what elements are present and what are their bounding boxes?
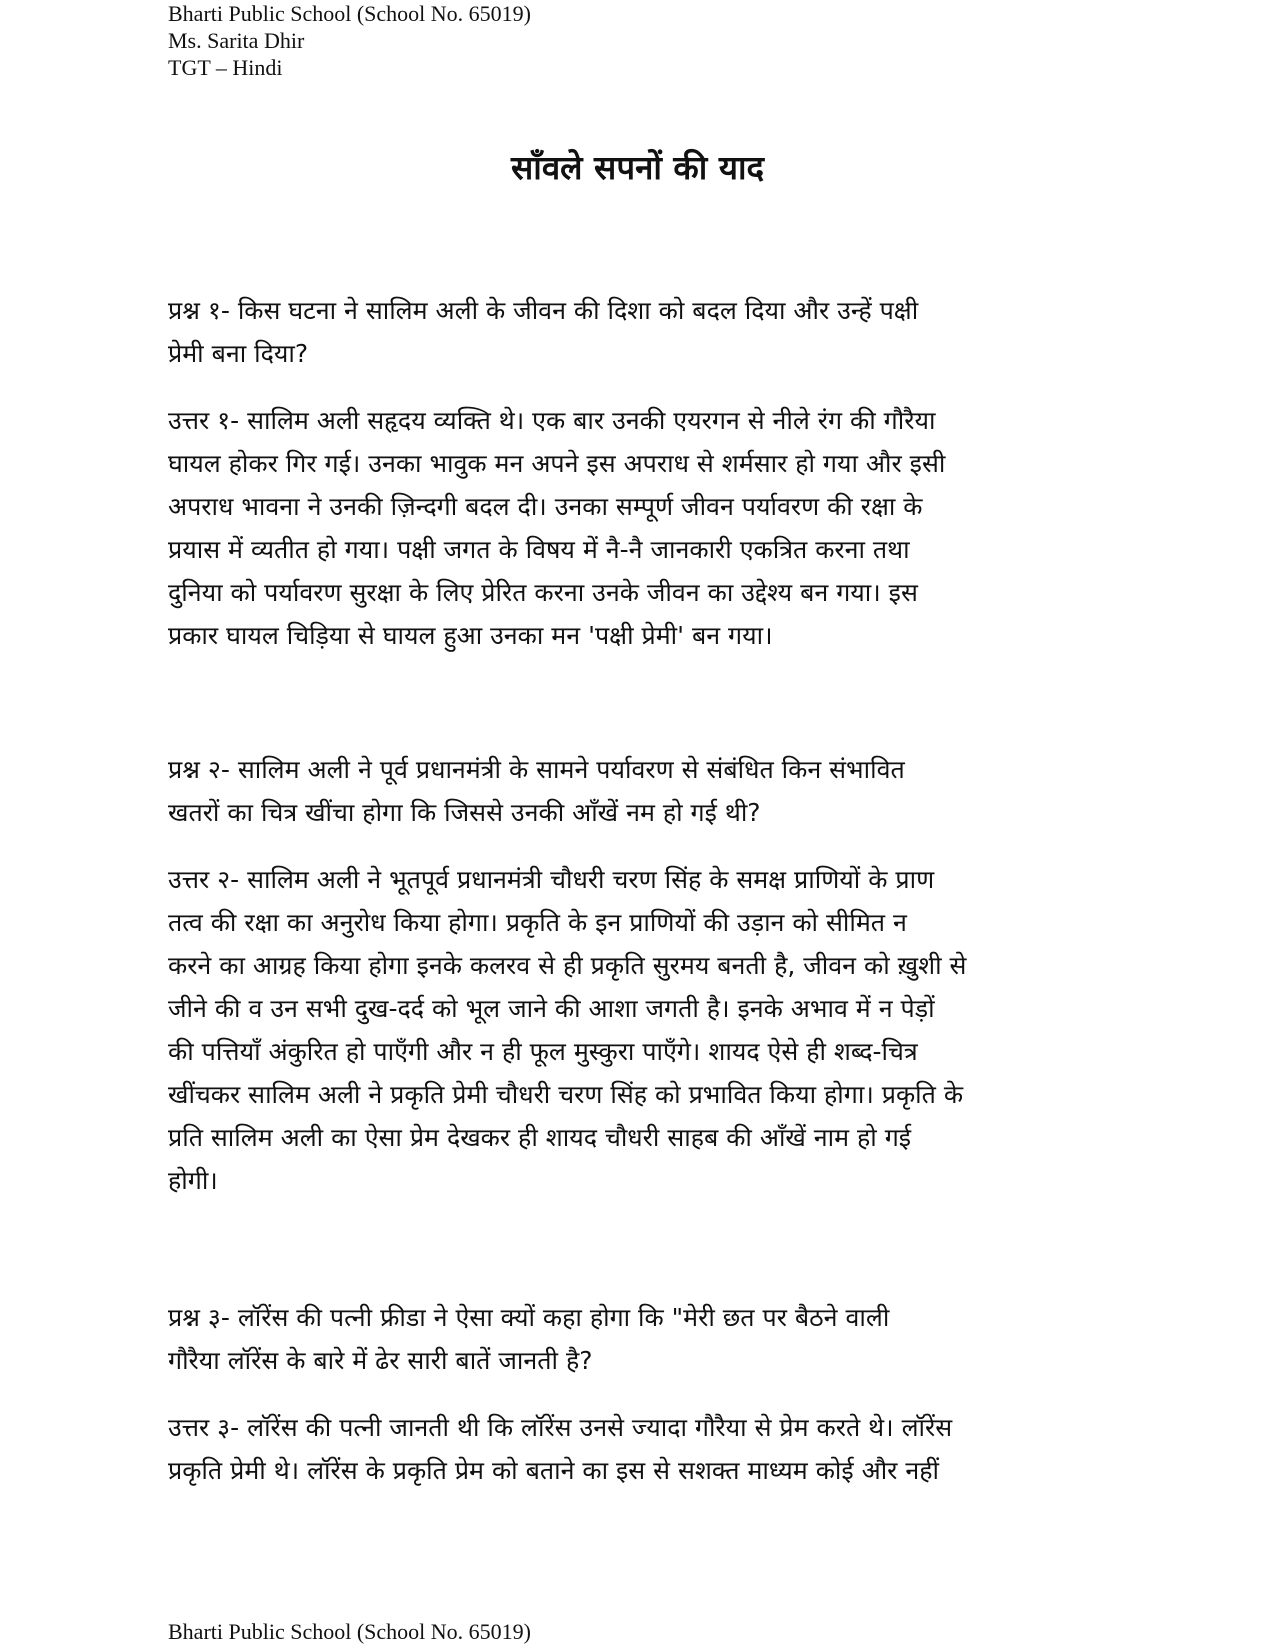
answer-2 [168,858,1113,1202]
question-2-line: प्रश्न २- सालिम अली ने पूर्व प्रधानमंत्री के सामने पर्यावरण से संबंधित किन संभावित [168,755,905,784]
question-3-line: प्रश्न ३- लॉरेंस की पत्नी फ्रीडा ने ऐसा क्यों कहा होगा कि "मेरी छत पर बैठने वाली [168,1303,890,1332]
answer-3-line: प्रकृति प्रेमी थे। लॉरेंस के प्रकृति प्रेम को बताने का इस से सशक्त माध्यम कोई और नहीं [168,1456,939,1485]
question-1 [168,289,1113,375]
teacher-designation: TGT – Hindi [168,55,283,80]
page-footer [168,1618,531,1645]
chapter-title: साँवले सपनों की याद [510,148,765,187]
answer-2-line: करने का आग्रह किया होगा इनके कलरव से ही प्रकृति सुरमय बनती है, जीवन को ख़ुशी से [168,951,967,980]
answer-1-line: प्रयास में व्यतीत हो गया। पक्षी जगत के विषय में नै-नै जानकारी एकत्रित करना तथा [168,535,910,564]
answer-2-line: होगी। [168,1166,218,1195]
answer-1-line: अपराध भावना ने उनकी ज़िन्दगी बदल दी। उनका सम्पूर्ण जीवन पर्यावरण की रक्षा के [168,492,923,521]
answer-1-line: प्रकार घायल चिड़िया से घायल हुआ उनका मन 'पक्षी प्रेमी' बन गया। [168,621,773,650]
page-header [168,0,531,81]
answer-2-line: की पत्तियाँ अंकुरित हो पाएँगी और न ही फूल मुस्कुरा पाएँगे। शायद ऐसे ही शब्द-चित्र [168,1037,918,1066]
answer-3 [168,1406,1113,1492]
answer-2-line: जीने की व उन सभी दुख-दर्द को भूल जाने की आशा जगती है। इनके अभाव में न पेड़ों [168,994,935,1023]
answer-1-line: दुनिया को पर्यावरण सुरक्षा के लिए प्रेरित करना उनके जीवन का उद्देश्य बन गया। इस [168,578,918,607]
question-1-line: प्रेमी बना दिया? [168,339,309,368]
answer-2-line: उत्तर २- सालिम अली ने भूतपूर्व प्रधानमंत्री चौधरी चरण सिंह के समक्ष प्राणियों के प्राण [168,865,935,894]
question-3-line: गौरैया लॉरेंस के बारे में ढेर सारी बातें जानती है? [168,1346,593,1375]
answer-2-line: खींचकर सालिम अली ने प्रकृति प्रेमी चौधरी चरण सिंह को प्रभावित किया होगा। प्रकृति के [168,1080,964,1109]
answer-2-line: तत्व की रक्षा का अनुरोध किया होगा। प्रकृति के इन प्राणियों की उड़ान को सीमित न [168,908,907,937]
teacher-name: Ms. Sarita Dhir [168,28,305,53]
answer-1 [168,399,1113,657]
footer-school-name: Bharti Public School (School No. 65019) [168,1619,531,1644]
school-name: Bharti Public School (School No. 65019) [168,1,531,26]
question-3 [168,1296,1113,1382]
question-2-line: खतरों का चित्र खींचा होगा कि जिससे उनकी आँखें नम हो गई थी? [168,798,761,827]
question-1-line: प्रश्न १- किस घटना ने सालिम अली के जीवन की दिशा को बदल दिया और उन्हें पक्षी [168,296,919,325]
answer-3-line: उत्तर ३- लॉरेंस की पत्नी जानती थी कि लॉरेंस उनसे ज्यादा गौरैया से प्रेम करते थे। लॉरेंस [168,1413,953,1442]
answer-2-line: प्रति सालिम अली का ऐसा प्रेम देखकर ही शायद चौधरी साहब की आँखें नाम हो गई [168,1123,912,1152]
answer-1-line: घायल होकर गिर गई। उनका भावुक मन अपने इस अपराध से शर्मसार हो गया और इसी [168,449,946,478]
answer-1-line: उत्तर १- सालिम अली सहृदय व्यक्ति थे। एक बार उनकी एयरगन से नीले रंग की गौरैया [168,406,936,435]
question-2 [168,748,1113,834]
